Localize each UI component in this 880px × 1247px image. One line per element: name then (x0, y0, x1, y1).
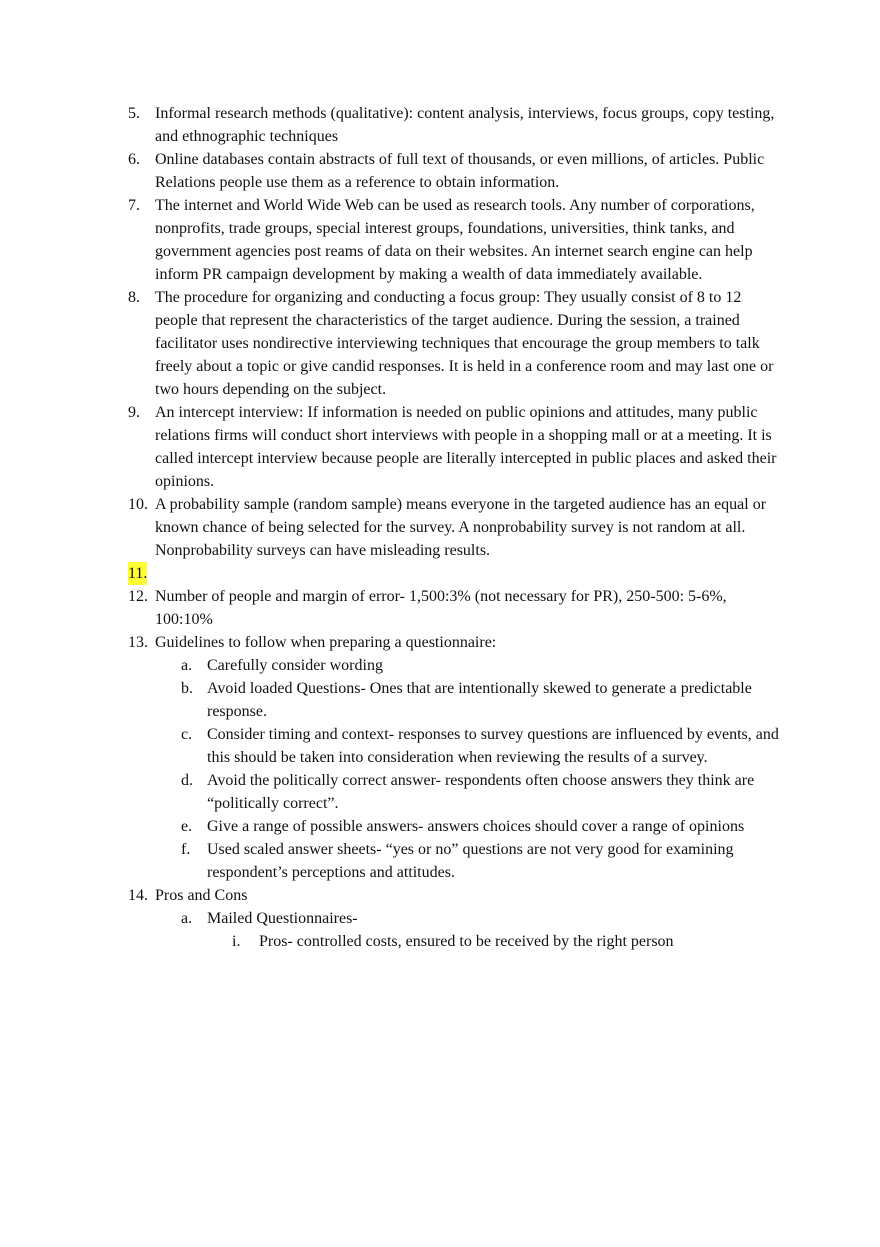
list-item-13 (128, 631, 788, 654)
item-text: The procedure for organizing and conducting a focus group: They usually consist of 8 to 12 people that represent the characteristics of the target audience. During the session, a trained facilitator uses nondirective interviewing techniques that encourage the group members to talk freely about a topic or give candid responses. It is held in a conference room and may last one or two hours depending on the subject. (155, 289, 774, 398)
list-item-6 (128, 148, 788, 194)
item-letter: a. (181, 657, 193, 674)
item-text: A probability sample (random sample) means everyone in the targeted audience has an equal or known chance of being selected for the survey. A nonprobability survey is not random at all. Nonprobability surveys can have misleading results. (155, 496, 767, 559)
item-text: Give a range of possible answers- answers choices should cover a range of opinions (207, 818, 745, 835)
list-item-7 (128, 194, 788, 286)
pros-cons-item-a (181, 907, 788, 930)
list-item-10 (128, 493, 788, 562)
item-text: Avoid loaded Questions- Ones that are intentionally skewed to generate a predictable response. (207, 680, 752, 720)
item-letter: c. (181, 726, 193, 743)
list-item-11-highlighted (128, 562, 788, 585)
pros-cons-item-a-i (232, 930, 788, 953)
item-text: The internet and World Wide Web can be used as research tools. Any number of corporations, nonprofits, trade groups, special interest groups, foundations, universities, think tanks, and government agencies post reams of data on their websites. An internet search engine can help inform PR campaign development by making a wealth of data immediately available. (155, 197, 755, 283)
guideline-item-f (181, 838, 788, 884)
item-text: Guidelines to follow when preparing a questionnaire: (155, 634, 497, 651)
item-number: 5. (128, 105, 140, 122)
guideline-item-e (181, 815, 788, 838)
item-text: Online databases contain abstracts of full text of thousands, or even millions, of articles. Public Relations people use them as a reference to obtain information. (155, 151, 765, 191)
item-letter: a. (181, 910, 193, 927)
item-text: Informal research methods (qualitative): content analysis, interviews, focus groups, copy testing, and ethnographic techniques (155, 105, 775, 145)
item-text: Used scaled answer sheets- “yes or no” questions are not very good for examining respondent’s perceptions and attitudes. (207, 841, 734, 881)
list-item-5 (128, 102, 788, 148)
guideline-item-d (181, 769, 788, 815)
item-letter: e. (181, 818, 193, 835)
item-text: Number of people and margin of error- 1,500:3% (not necessary for PR), 250-500: 5-6%, 100:10% (155, 588, 727, 628)
item-text: Pros and Cons (155, 887, 248, 904)
list-item-12 (128, 585, 788, 631)
item-text (147, 562, 788, 585)
item-number: 7. (128, 197, 140, 214)
item-number: 12. (128, 588, 148, 605)
list-item-14 (128, 884, 788, 907)
item-number: 6. (128, 151, 140, 168)
numbered-list (128, 102, 788, 953)
item-text: Avoid the politically correct answer- respondents often choose answers they think are “politically correct”. (207, 772, 755, 812)
guideline-item-a (181, 654, 788, 677)
item-text: Mailed Questionnaires- (207, 910, 358, 927)
item-text: An intercept interview: If information is needed on public opinions and attitudes, many public relations firms will conduct short interviews with people in a shopping mall or at a meeting. It is called intercept interview because people are literally intercepted in public places and asked their opinions. (155, 404, 777, 490)
item-text: Pros- controlled costs, ensured to be received by the right person (259, 933, 674, 950)
item-number: 13. (128, 634, 148, 651)
item-roman: i. (232, 933, 241, 950)
highlighted-item-number: 11. (128, 562, 147, 585)
item-number: 9. (128, 404, 140, 421)
item-number: 8. (128, 289, 140, 306)
item-letter: b. (181, 680, 193, 697)
guideline-item-b (181, 677, 788, 723)
item-letter: d. (181, 772, 193, 789)
item-text: Consider timing and context- responses to survey questions are influenced by events, and this should be taken into consideration when reviewing the results of a survey. (207, 726, 779, 766)
list-item-8 (128, 286, 788, 401)
list-item-9 (128, 401, 788, 493)
guideline-item-c (181, 723, 788, 769)
item-text: Carefully consider wording (207, 657, 383, 674)
item-number: 14. (128, 887, 148, 904)
item-number: 10. (128, 496, 148, 513)
item-letter: f. (181, 841, 191, 858)
